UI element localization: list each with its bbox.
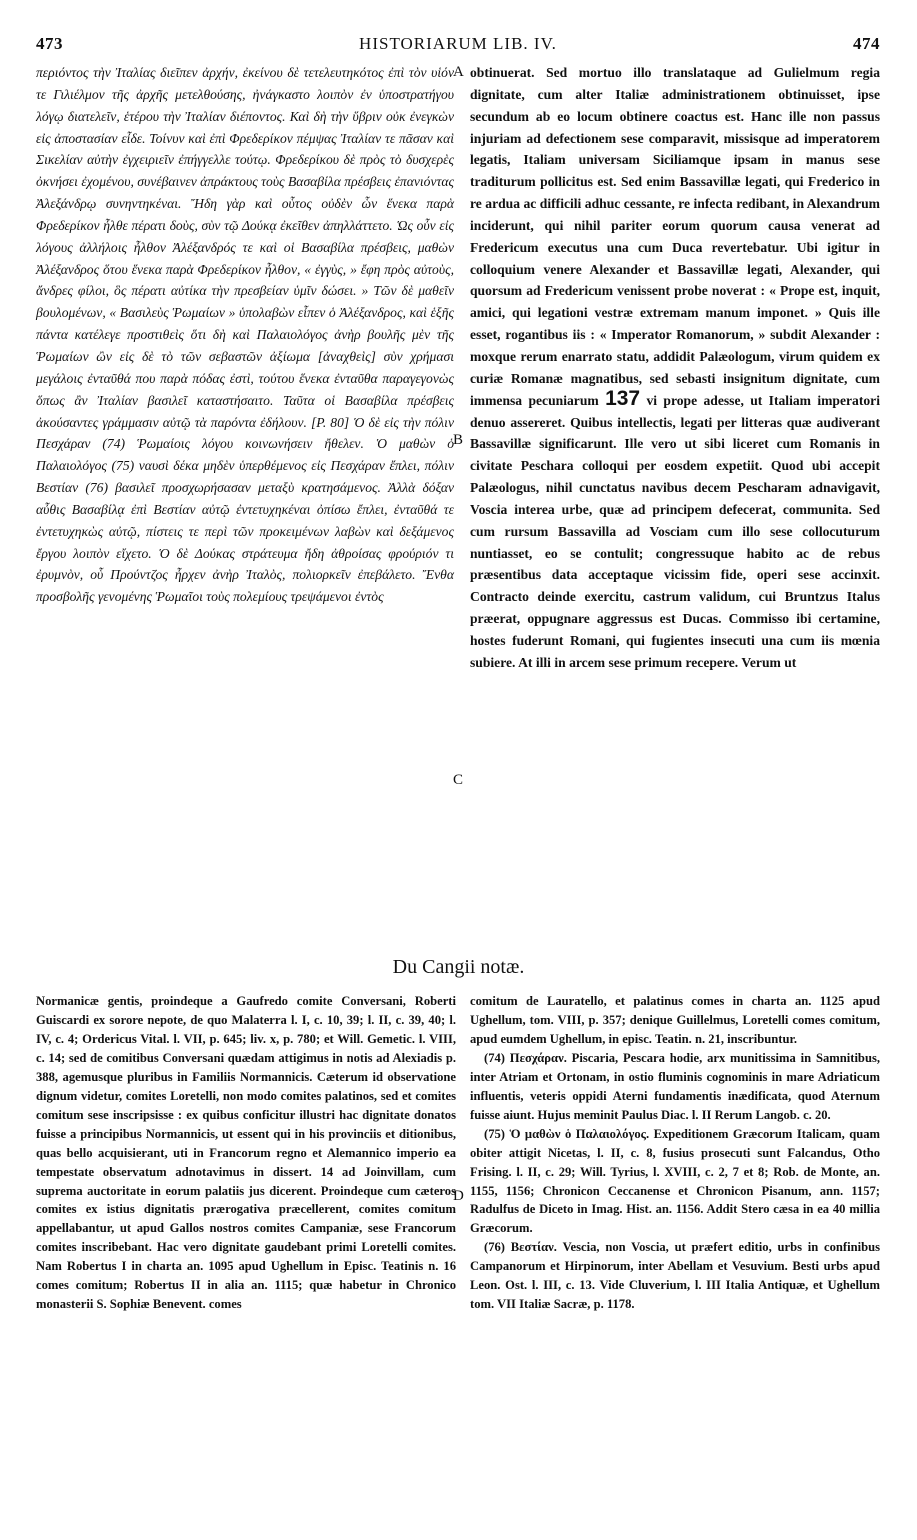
- note-text-left: Normanicæ gentis, proindeque a Gaufredo comite Conversani, Roberti Guiscardi ex sorore nepote, de quo Malaterra l. I, c. 10, 39; l. II, c. 39, 40; l. IV, c. 4; Ordericus Vital. l. VII, p. 645; liv. x, p. 780; et Will. Gemetic. l. VIII, c. 14; sed de comitibus Conversani quædam attigimus in notis ad Alexiadis p. 388, agemusque pluribus in Familiis Normannicis. Cæterum id observatione dignum videtur, comites Loretelli, non modo comites palatinos, sed et comites comitum sese inscripsisse : ex quibus conficitur illustri hac dignitate donatos fuisse a principibus Normannicis, ut essent qui in his provinciis et ditionibus, quas bello acquisierant, uti in Francorum regno et Alemannico imperio ea tempestate observatum adnotavimus in dissert. 14 ad Joinvillam, cum suprema auctoritate in eorum palatiis jus dicerent. Proindeque cum cæteros comites ex istius dignitatis prærogativa præcellerent, comites comitum appellabantur, ut apud Gallos nostros comites Campaniæ, sese Francorum comites inscribebant. Hac vero dignitate gaudebant primi Loretelli comites. Nam Robertus I in charta an. 1095 apud Ughellum in Episc. Teatinis n. 16 comes comitum; Robertus II in alia an. 1115; quæ habetur in Chronico monasterii S. Sophiæ Benevent. comes: [36, 994, 456, 1312]
- margin-letter-d: D: [453, 1188, 464, 1204]
- latin-text-column: [470, 62, 880, 674]
- margin-letter-c: C: [453, 772, 464, 788]
- greek-text-column: [36, 62, 454, 608]
- note-74: (74) Πεσχάραν. Piscaria, Pescara hodie, arx munitissima in Samnitibus, inter Atriam et Ortonam, in ostio fluminis cognominis in mare Adriaticum influentis, veteris oppidi Aterni fundamentis inædificata, quod Aternum fuisse aiunt. Hujus meminit Paulus Diac. l. II Rerum Langob. c. 20.: [470, 1050, 880, 1122]
- page-number-right: 474: [853, 34, 880, 53]
- notes-left-column: [36, 992, 456, 1314]
- note-75: (75) Ὁ μαθὼν ὁ Παλαιολόγος. Expeditionem Græcorum Italicam, quam obiter attigit Nicetas, l. II, c. 8, fusius prosecuti sunt Falcandus, Otho Frising. l. II, c. 29; Will. Tyrius, l. XVIII, c. 2, 7 et 8; Rob. de Monte, an. 1155, 1156; Chronicon Ceccanense et Chronicon Pisanum, ann. 1157; Radulfus de Diceto in Imag. Hist. an. 1156. Addit Stero cæsa in ea 40 millia Græcorum.: [470, 1126, 880, 1236]
- note-76: (76) Βεστίαν. Vescia, non Voscia, ut præfert editio, urbs in confinibus Campanorum et Hirpinorum, inter Abellam et Vesuvium. Besti urbs apud Leon. Ost. l. III, c. 13. Vide Cluverium, l. III Italia Antiquæ, et Ughellum tom. VII Italiæ Sacræ, p. 1178.: [470, 1240, 880, 1312]
- running-header: [36, 34, 880, 58]
- latin-paragraph: [470, 62, 880, 674]
- greek-paragraph: περιόντος τὴν Ἰταλίας διεῖπεν ἀρχήν, ἐκείνου δὲ τετελευτηκότος ἐπὶ τὸν υἱόν τε Γιλιέλμον τῆς ἀρχῆς μετελθούσης, ἠνάγκαστο λοιπὸν ἐν ὑποστρατήγου λόγῳ διατελεῖν, ἑτέρου τὴν Ἰταλίαν διέποντος. Καὶ δὴ τὴν ὕβριν οὐκ ἐνεγκὼν εἰς ἀποστασίαν εἶδε. Τοίνυν καὶ ἐπὶ Φρεδερίκον πέμψας Ἰταλίαν τε πᾶσαν καὶ Σικελίαν αὐτὴν ἐγχειριεῖν ἐπήγγελλε τούτῳ. Φρεδερίκου δὲ πρὸς τὸ δυσχερὲς ὀκνήσει ἐχομένου, συνέβαινεν ἀπράκτους τοὺς Βασαβίλα πρέσβεις ἐπανιόντας Ἀλεξάνδρῳ συνηντηκέναι. Ἤδη γὰρ καὶ οὗτος οὐδὲν ὧν ἕνεκα παρὰ Φρεδερίκον ἦλθε πέρατι δοὺς, σὺν τῷ Δούκᾳ ἐκεῖθεν ἀπηλλάττετο. Ὡς οὖν εἰς λόγους ἀλλήλοις ἦλθον Ἀλέξανδρός τε καὶ οἱ Βασαβίλα πρέσβεις, μαθὼν Ἀλέξανδρος ὅτου ἕνεκα παρὰ Φρεδερίκον ἦλθον, « ἐγγὺς, » ἔφη πρὸς αὐτοὺς, ἄνδρες φίλοι, ὃς πέρατι αὐτίκα τὴν πρεσβείαν ὑμῖν δώσει. » Τῶν δὲ μαθεῖν βουλομένων, « Βασιλεὺς Ῥωμαίων » ὑπολαβὼν εἶπεν ὁ Ἀλέξανδρος, καὶ ἑξῆς πάντα κατέλεγε προστιθεὶς ὅτι δὴ καὶ Παλαιολόγος ἀνὴρ βουλῆς μὲν τῆς Ῥωμαίων ὢν εἰς δὲ τὸ τῶν σεβαστῶν ἀξίωμα [ἀναχθεὶς] σὺν χρήμασι μεγάλοις ἐνταῦθά που παρὰ πόδας ἐστὶ, τούτου ἕνεκα ἐνταῦθα παραγεγονὼς ὅπως ἂν Ἰταλίαν βασιλεῖ καταστήσαιτο. Ταῦτα οἱ Βασαβίλα πρέσβεις ἀκούσαντες γράμμασιν αὐτῷ τὰ παρόντα ἐδήλουν. [P. 80] Ὁ δὲ εἰς τὴν πόλιν Πεσχάραν (74) Ῥωμαίοις λόγου κοινωνήσειν ἤθελεν. Ὁ μαθὼν ὁ Παλαιολόγος (75) ναυσὶ δέκα μηδὲν ὑπερθέμενος εἰς Πεσχάραν ἔπλει, πόλιν Βεστίαν (76) βασιλεῖ προσχωρήσασαν μεταξὺ κρατησάμενος. Ἀλλὰ δόξαν αὖθις Βασαβίλᾳ ἐπὶ Βεστίαν αὐτῷ ἐντετυχηκέναι ὀπίσω ἔπλει, ἐνταῦθά τε ἐντετυχηκὼς αὐτῷ, πίστεις τε περὶ τῶν προκειμένων λαβὼν καὶ δεξάμενος ἔργου λοιπὸν εἴχετο. Ὁ δὲ Δούκας στράτευμα ἤδη ἀθροίσας φρούριόν τι ἐρυμνὸν, οὗ Προύντζος ἦρχεν ἀνὴρ Ἰταλὸς, πολιορκεῖν ἐπεβάλετο. Ἔνθα προσβολῆς γενομένης Ῥωμαῖοι τοὺς πολεμίους τρεψάμενοι ἐντὸς: [36, 65, 454, 605]
- notes-right-column: [470, 992, 880, 1314]
- margin-letter-b: B: [453, 432, 464, 448]
- running-title: HISTORIARUM LIB. IV.: [359, 34, 557, 53]
- note-continuation: comitum de Lauratello, et palatinus comes in charta an. 1125 apud Ughellum, tom. VIII, p. 357; denique Guillelmus, Loretelli comes comitum, apud eumdem Ughellum, in episc. Teatin. n. 21, inscribuntur.: [470, 994, 880, 1046]
- latin-text-part-2: vi prope adesse, ut Italiam imperatori denuo assereret. Quibus intellectis, legati per litteras quæ audiverant Bassavillæ significarunt. Ille vero ut sibi liceret cum Romanis in civitate Peschara colloqui per eosdem expetiit. Quod ubi accepit Palæologus, nihil cunctatus navibus decem Pescharam adnavigavit, Voscia interea urbe, quæ ad principem defecerat, communita. Sed cum rursum Bassavilla ad Vosciam cum illo sese collocuturum nuntiasset, eo se contulit; congressuque habito ac de rebus præsentibus data acceptaque vicissim fide, operi sese accinxit. Contracto deinde exercitu, castrum validum, cui Bruntzus Italus præerat, oppugnare aggressus est Ducas. Commisso ibi certamine, hostes fuderunt Romani, qui fugientes insecuti una cum iis mœnia subiere. At illi in arcem sese primum recepere. Verum ut: [470, 392, 880, 670]
- latin-text-part-1: obtinuerat. Sed mortuo illo translataque ad Gulielmum regia dignitate, cum alter Italiæ administrationem obtinuisset, ipse secundum ab eo locum obtinere coactus est. Hanc ille non passus injuriam ad defectionem sese comparavit, missisque ad imperatorem legatis, Italiam universam Siciliamque ipsam in manus sese traditurum pollicitus est. Sed enim Bassavillæ legati, qui Frederico in re ardua ac difficili adhuc cessante, re infecta redibant, in Alexandrum inciderunt, qui nihil pariter eorum quorum causa venerat ad Fredericum executus una cum Duca revertebatur. Ubi igitur in colloquium venere Alexander et Bassavillæ legati, Alexander, qui quorsum ad Fredericum venissent probe noverat : « Prope est, inquit, amici, qui legationi vestræ extremam manum imponet. » Quis ille esset, rogantibus iis : « Imperator Romanorum, » subdit Alexander : moxque rerum enarrato statu, addidit Palæologum, virum quidem ex curiæ Romanæ magnatibus, sed sebasti insignitum dignitate, cum immensa pecuniarum: [470, 65, 880, 408]
- margin-letter-a: A: [453, 64, 464, 80]
- page-number-left: 473: [36, 34, 63, 53]
- notes-title: Du Cangii notæ.: [392, 956, 525, 978]
- inline-page-number: 137: [605, 386, 641, 410]
